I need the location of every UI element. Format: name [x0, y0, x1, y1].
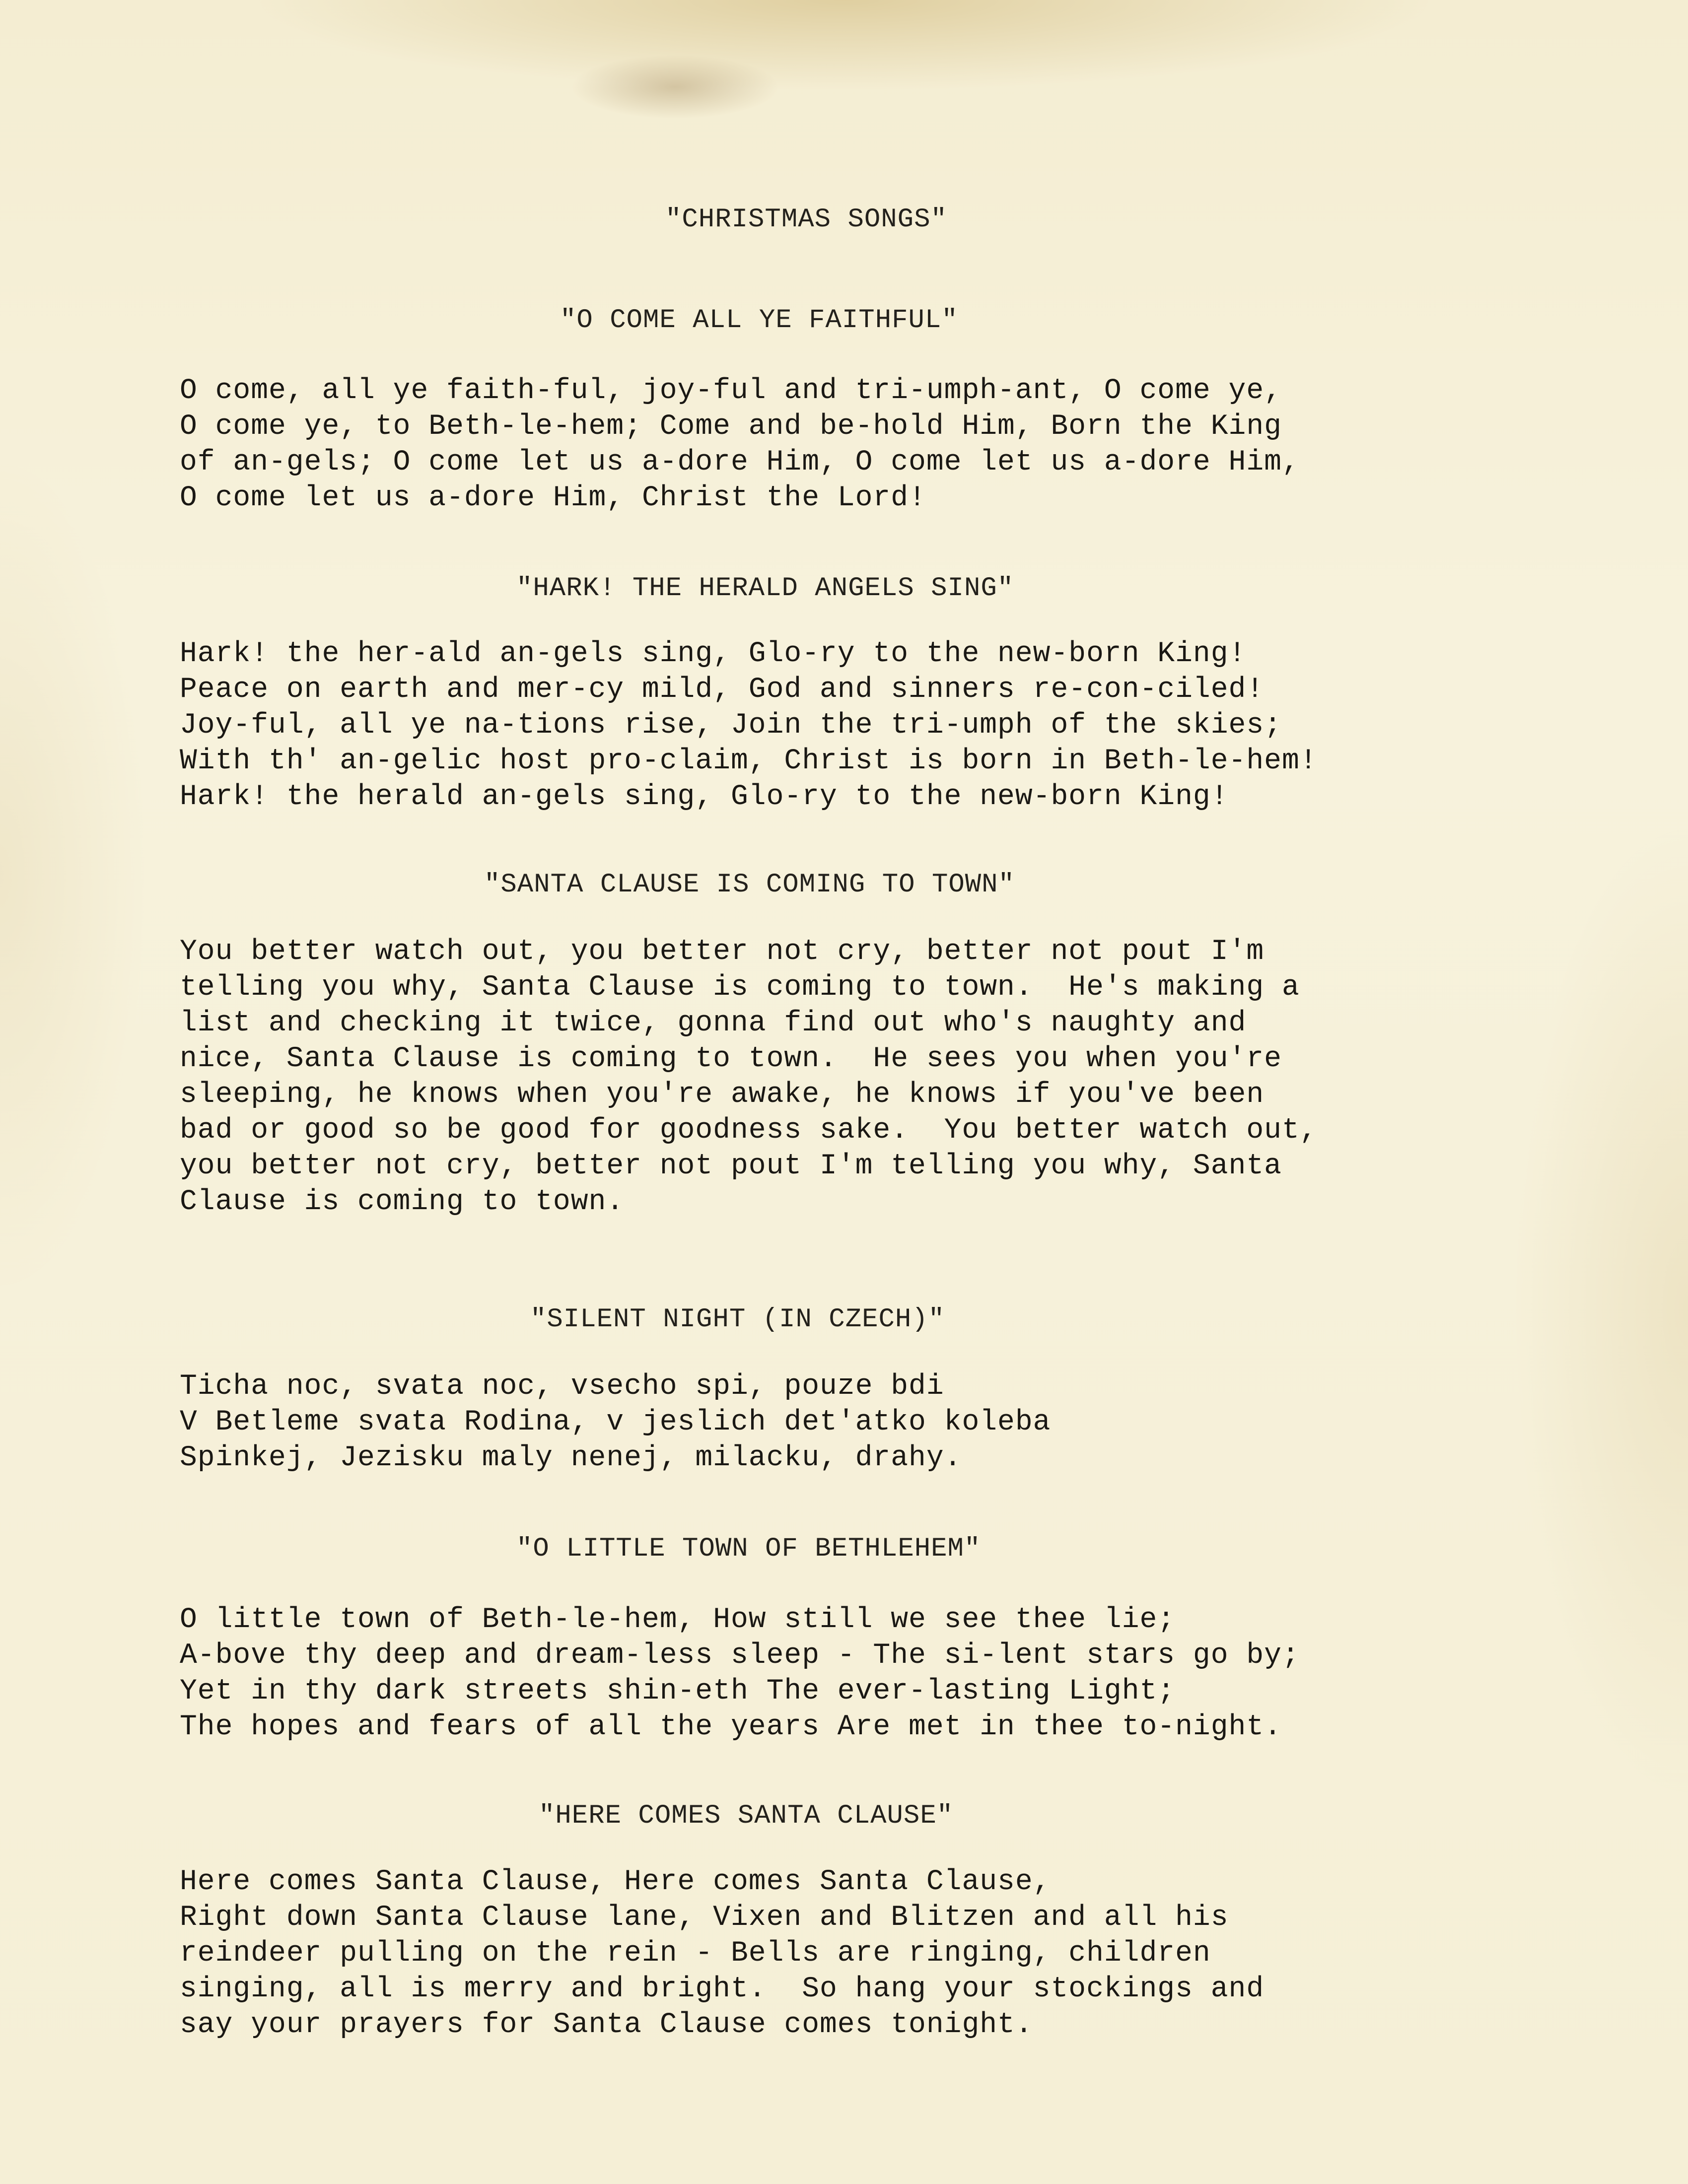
paper-stain — [571, 55, 779, 119]
lyric-line: singing, all is merry and bright. So hang your stockings and — [180, 1973, 1265, 2005]
song-title-o-little-town: "O LITTLE TOWN OF BETHLEHEM" — [516, 1534, 981, 1564]
song-verse-santa-clause-is-coming — [180, 934, 1490, 1220]
lyric-line: O come, all ye faith-ful, joy-ful and tri-umph-ant, O come ye, — [180, 375, 1282, 407]
song-verse-hark-the-herald — [180, 636, 1490, 815]
song-title-hark-the-herald: "HARK! THE HERALD ANGELS SING" — [516, 573, 1014, 604]
lyric-line: Peace on earth and mer-cy mild, God and sinners re-con-ciled! — [180, 674, 1265, 706]
song-verse-silent-night — [180, 1369, 1490, 1476]
lyric-line: Ticha noc, svata noc, vsecho spi, pouze bdi — [180, 1370, 944, 1403]
lyric-line: Hark! the herald an-gels sing, Glo-ry to the new-born King! — [180, 781, 1229, 813]
lyric-line: You better watch out, you better not cry, better not pout I'm — [180, 936, 1265, 968]
song-title-here-comes-santa: "HERE COMES SANTA CLAUSE" — [539, 1801, 954, 1831]
lyric-line: Joy-ful, all ye na-tions rise, Join the tri-umph of the skies; — [180, 709, 1282, 742]
lyric-line: of an-gels; O come let us a-dore Him, O come let us a-dore Him, — [180, 446, 1300, 478]
song-verse-here-comes-santa — [180, 1864, 1490, 2043]
lyric-line: Here comes Santa Clause, Here comes Santa Clause, — [180, 1866, 1051, 1898]
document-heading: "CHRISTMAS SONGS" — [665, 205, 947, 235]
lyric-line: A-bove thy deep and dream-less sleep - The si-lent stars go by; — [180, 1639, 1300, 1672]
lyric-line: V Betleme svata Rodina, v jeslich det'atko koleba — [180, 1406, 1051, 1438]
lyric-line: list and checking it twice, gonna find out who's naughty and — [180, 1007, 1247, 1039]
song-title-silent-night: "SILENT NIGHT (IN CZECH)" — [530, 1304, 945, 1335]
lyric-line: O come ye, to Beth-le-hem; Come and be-hold Him, Born the King — [180, 410, 1282, 443]
lyric-line: nice, Santa Clause is coming to town. He sees you when you're — [180, 1043, 1282, 1075]
lyric-line: Spinkej, Jezisku maly nenej, milacku, drahy. — [180, 1442, 962, 1474]
lyric-line: sleeping, he knows when you're awake, he knows if you've been — [180, 1079, 1265, 1111]
lyric-line: Clause is coming to town. — [180, 1186, 625, 1218]
song-verse-o-little-town — [180, 1602, 1490, 1745]
lyric-line: O little town of Beth-le-hem, How still we see thee lie; — [180, 1604, 1176, 1636]
lyric-line: bad or good so be good for goodness sake. You better watch out, — [180, 1114, 1318, 1147]
lyric-line: telling you why, Santa Clause is coming to town. He's making a — [180, 971, 1300, 1004]
lyric-line: Yet in thy dark streets shin-eth The ever-lasting Light; — [180, 1675, 1176, 1707]
lyric-line: With th' an-gelic host pro-claim, Christ is born in Beth-le-hem! — [180, 745, 1318, 777]
lyric-line: Hark! the her-ald an-gels sing, Glo-ry to the new-born King! — [180, 638, 1247, 670]
lyric-line: reindeer pulling on the rein - Bells are ringing, children — [180, 1937, 1211, 1970]
lyric-line: Right down Santa Clause lane, Vixen and Blitzen and all his — [180, 1902, 1229, 1934]
lyric-line: The hopes and fears of all the years Are met in thee to-night. — [180, 1711, 1282, 1743]
lyric-line: you better not cry, better not pout I'm telling you why, Santa — [180, 1150, 1282, 1182]
lyric-line: say your prayers for Santa Clause comes tonight. — [180, 2009, 1033, 2041]
song-verse-o-come-all-ye-faithful — [180, 373, 1490, 516]
lyric-line: O come let us a-dore Him, Christ the Lord! — [180, 482, 926, 514]
song-title-santa-clause-is-coming: "SANTA CLAUSE IS COMING TO TOWN" — [484, 870, 1015, 900]
song-title-o-come-all-ye-faithful: "O COME ALL YE FAITHFUL" — [560, 305, 958, 336]
